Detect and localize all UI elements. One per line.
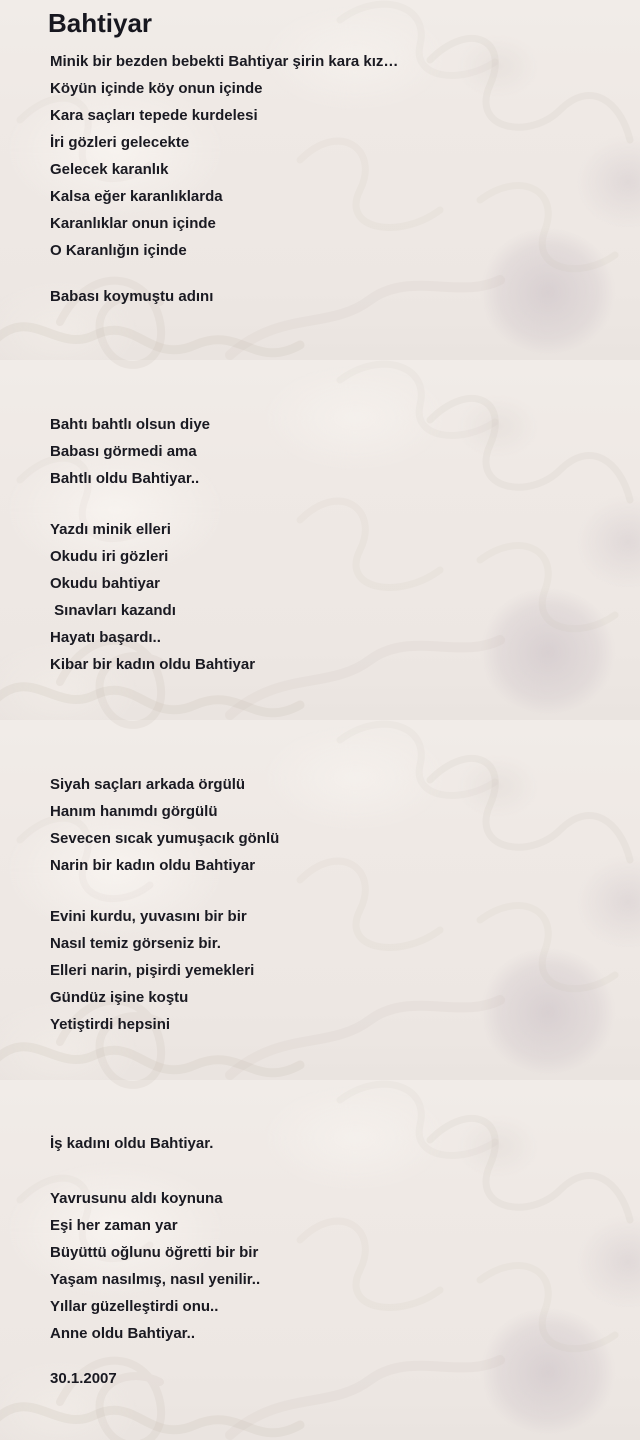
poem-line: Sınavları kazandı [50, 602, 176, 619]
poem-line: Hayatı başardı.. [50, 629, 161, 646]
poem-line: Anne oldu Bahtiyar.. [50, 1325, 196, 1342]
poem-line: Evini kurdu, yuvasını bir bir [50, 908, 247, 925]
stanza-5 [50, 771, 279, 879]
poem-line: İş kadını oldu Bahtiyar. [50, 1135, 214, 1152]
poem-line: Babası koymuştu adını [50, 288, 214, 305]
poem-line: Köyün içinde köy onun içinde [50, 80, 263, 97]
poem-line: O Karanlığın içinde [50, 242, 187, 259]
stanza-7 [50, 1130, 213, 1157]
poem-line: Kibar bir kadın oldu Bahtiyar [50, 656, 256, 673]
poem-line: Minik bir bezden bebekti Bahtiyar şirin kara kız… [50, 53, 399, 70]
stanza-2 [50, 283, 213, 310]
poem-line: Bahtlı oldu Bahtiyar.. [50, 470, 200, 487]
poem-line: Gelecek karanlık [50, 161, 169, 178]
poem-line: Sevecen sıcak yumuşacık gönlü [50, 830, 280, 847]
poem-line: Yıllar güzelleştirdi onu.. [50, 1298, 219, 1315]
poem-line: Kalsa eğer karanlıklarda [50, 188, 223, 205]
poem-date: 30.1.2007 [50, 1370, 117, 1387]
poem-line: Hanım hanımdı görgülü [50, 803, 218, 820]
poem-line: Karanlıklar onun içinde [50, 215, 216, 232]
poem-line: Büyüttü oğlunu öğretti bir bir [50, 1244, 259, 1261]
poem-line: Yaşam nasılmış, nasıl yenilir.. [50, 1271, 261, 1288]
poem-line: Okudu iri gözleri [50, 548, 169, 565]
poem-line: Gündüz işine koştu [50, 989, 189, 1006]
poem-line: İri gözleri gelecekte [50, 134, 190, 151]
poem-line: Babası görmedi ama [50, 443, 197, 460]
poem-line: Yetiştirdi hepsini [50, 1016, 171, 1033]
poem-title: Bahtiyar [48, 8, 153, 38]
poem-line: Narin bir kadın oldu Bahtiyar [50, 857, 256, 874]
stanza-4 [50, 516, 255, 678]
poem-line: Kara saçları tepede kurdelesi [50, 107, 258, 124]
stanza-3 [50, 411, 210, 492]
poem-line: Okudu bahtiyar [50, 575, 161, 592]
poem-line: Yazdı minik elleri [50, 521, 171, 538]
poem-line: Yavrusunu aldı koynuna [50, 1190, 223, 1207]
poem-line: Bahtı bahtlı olsun diye [50, 416, 211, 433]
poem-line: Nasıl temiz görseniz bir. [50, 935, 221, 952]
poem-line: Siyah saçları arkada örgülü [50, 776, 246, 793]
stanza-8 [50, 1185, 260, 1347]
stanza-6 [50, 903, 254, 1038]
poem-line: Eşi her zaman yar [50, 1217, 178, 1234]
stanza-1 [50, 48, 398, 264]
poem-line: Elleri narin, pişirdi yemekleri [50, 962, 255, 979]
